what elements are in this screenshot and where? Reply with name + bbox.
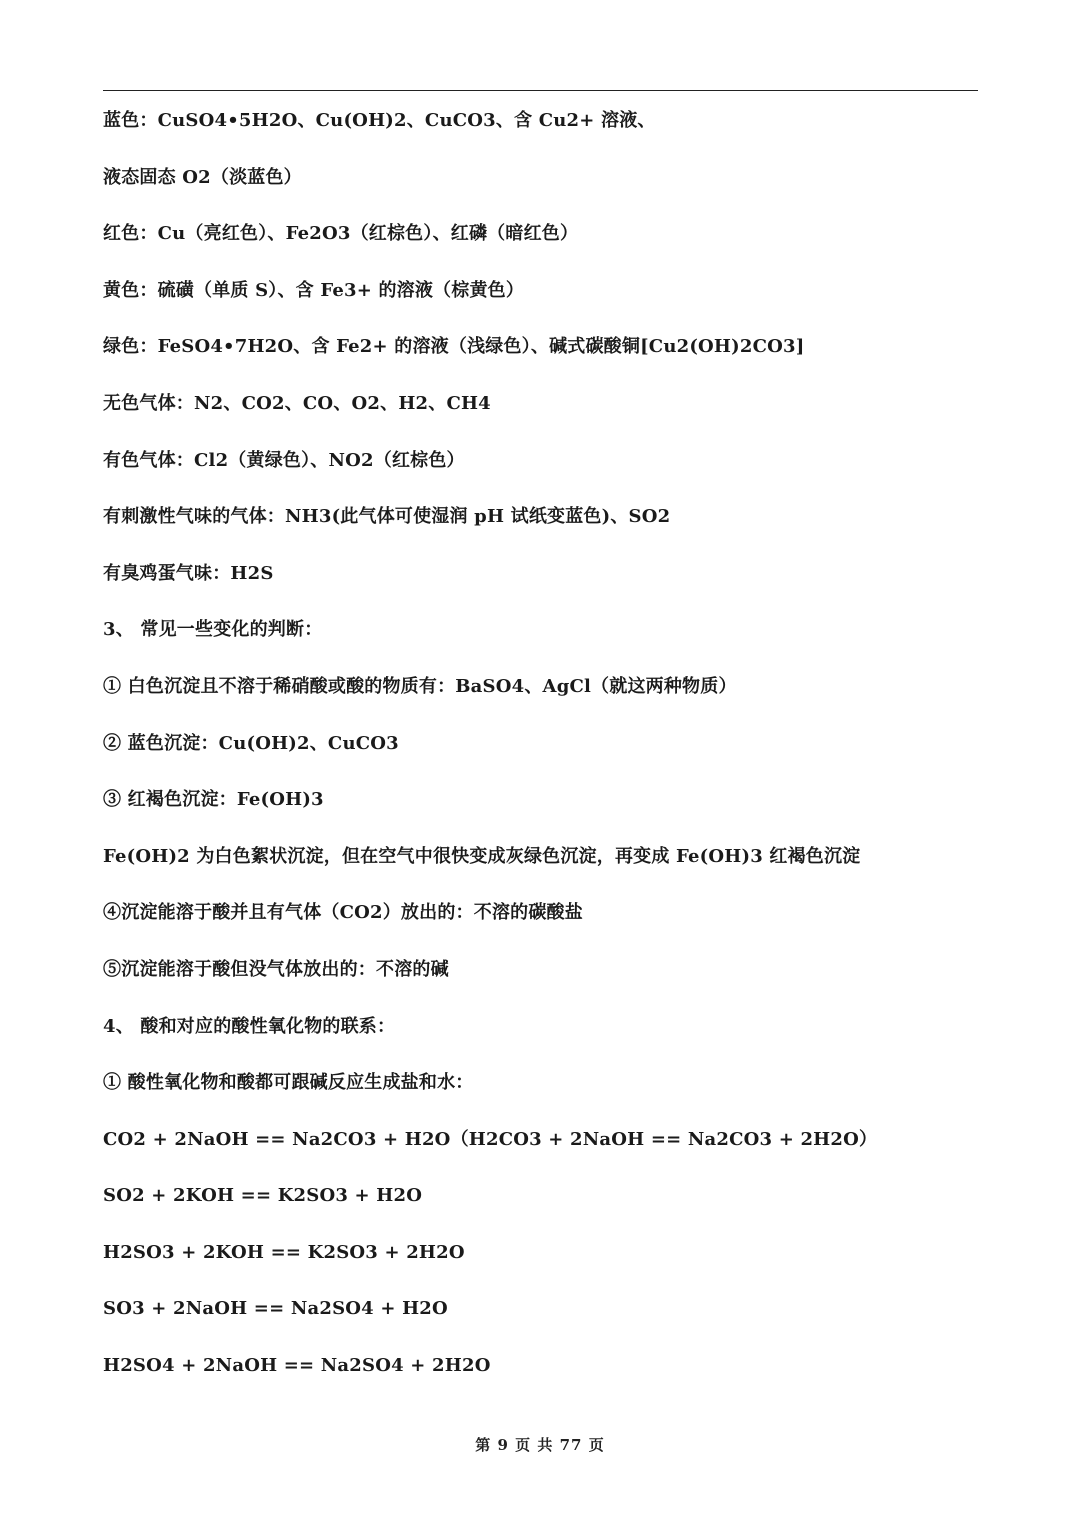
line-white-precipitate: ① 白色沉淀且不溶于稀硝酸或酸的物质有：BaSO4、AgCl（就这两种物质） [103, 675, 737, 697]
page-number-footer: 第 9 页 共 77 页 [475, 1436, 605, 1454]
equation-so2-koh: SO2 + 2KOH == K2SO3 + H2O [103, 1185, 423, 1207]
line-green-substances: 绿色：FeSO4•7H2O、含 Fe2+ 的溶液（浅绿色）、碱式碳酸铜[Cu2(OH)2CO3] [103, 336, 805, 358]
equation-so3-naoh: SO3 + 2NaOH == Na2SO4 + H2O [103, 1298, 448, 1320]
line-red-substances: 红色：Cu（亮红色）、Fe2O3（红棕色）、红磷（暗红色） [103, 223, 579, 245]
line-feoh2-note: Fe(OH)2 为白色絮状沉淀，但在空气中很快变成灰绿色沉淀，再变成 Fe(OH)3 红褐色沉淀 [103, 845, 861, 867]
line-carbonate-precipitate: ④沉淀能溶于酸并且有气体（CO2）放出的：不溶的碳酸盐 [103, 902, 583, 924]
equation-h2so4-naoh: H2SO4 + 2NaOH == Na2SO4 + 2H2O [103, 1355, 491, 1377]
equation-co2-naoh: CO2 + 2NaOH == Na2CO3 + H2O（H2CO3 + 2NaOH == Na2CO3 + 2H2O） [103, 1128, 878, 1150]
line-blue-substances: 蓝色：CuSO4•5H2O、Cu(OH)2、CuCO3、含 Cu2+ 溶液、 [103, 110, 656, 131]
header-rule [103, 90, 978, 91]
line-rotten-egg-gas: 有臭鸡蛋气味：H2S [103, 562, 274, 584]
line-red-brown-precipitate: ③ 红褐色沉淀：Fe(OH)3 [103, 789, 324, 811]
page-content [103, 101, 983, 1403]
line-colored-gases: 有色气体：Cl2（黄绿色）、NO2（红棕色） [103, 449, 465, 471]
section-heading-4: 4、 酸和对应的酸性氧化物的联系： [103, 1015, 396, 1037]
line-liquid-oxygen: 液态固态 O2（淡蓝色） [103, 166, 302, 188]
line-colorless-gases: 无色气体：N2、CO2、CO、O2、H2、CH4 [103, 392, 491, 414]
line-base-precipitate: ⑤沉淀能溶于酸但没气体放出的：不溶的碱 [103, 958, 449, 980]
equation-h2so3-koh: H2SO3 + 2KOH == K2SO3 + 2H2O [103, 1241, 465, 1263]
section-heading-3: 3、 常见一些变化的判断： [103, 619, 323, 641]
line-acidic-oxide-rule: ① 酸性氧化物和酸都可跟碱反应生成盐和水： [103, 1072, 474, 1094]
line-blue-precipitate: ② 蓝色沉淀：Cu(OH)2、CuCO3 [103, 732, 399, 754]
line-yellow-substances: 黄色：硫磺（单质 S）、含 Fe3+ 的溶液（棕黄色） [103, 279, 525, 301]
line-pungent-gases: 有刺激性气味的气体：NH3(此气体可使湿润 pH 试纸变蓝色)、SO2 [103, 506, 671, 528]
